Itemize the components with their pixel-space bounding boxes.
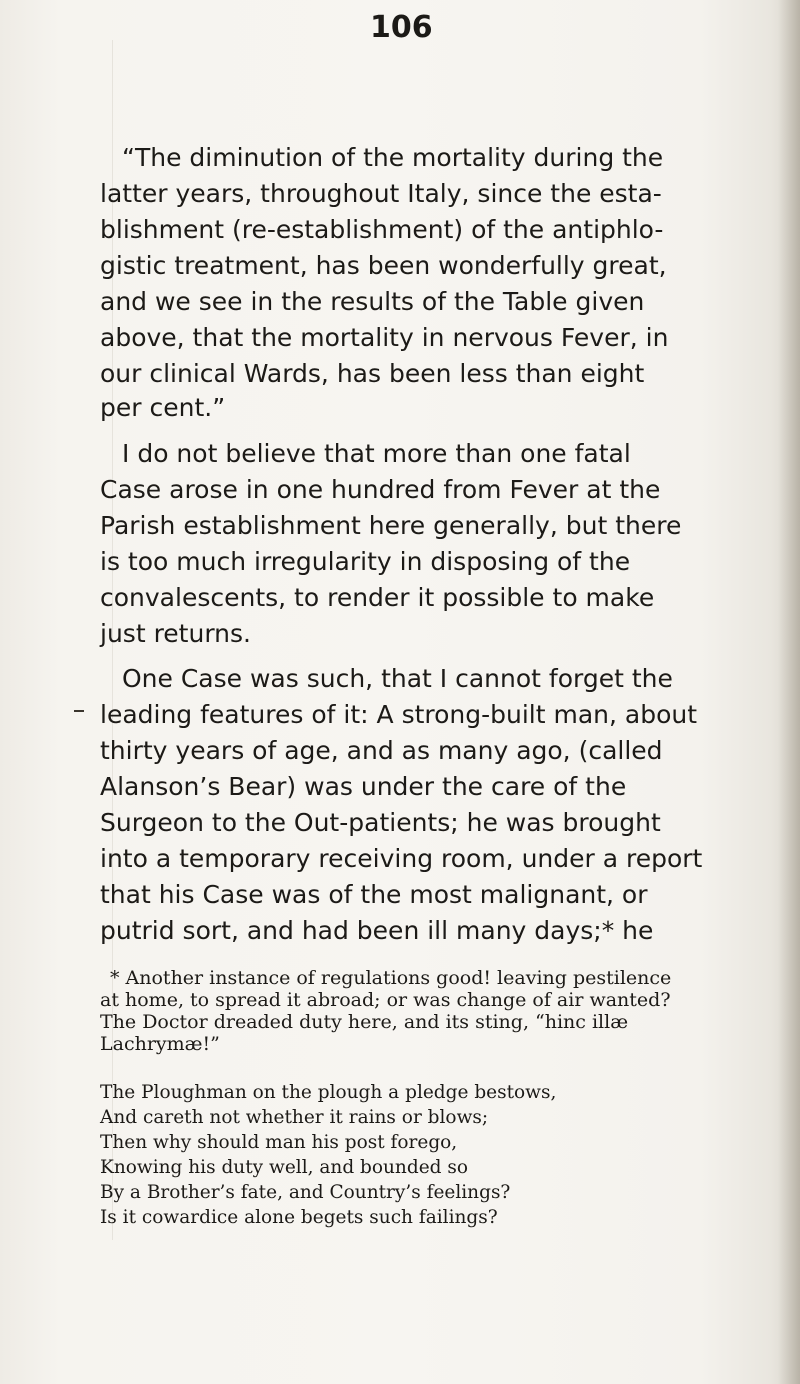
page-edge-shadow	[778, 0, 800, 1384]
footnote-line: at home, to spread it abroad; or was change of air wanted?	[100, 989, 671, 1011]
poem-line: Is it cowardice alone begets such failings?	[100, 1207, 498, 1228]
text-line: I do not believe that more than one fatal	[122, 439, 631, 468]
poem-line: By a Brother’s fate, and Country’s feelings?	[100, 1182, 511, 1203]
text-line: One Case was such, that I cannot forget the	[122, 664, 673, 693]
text-line: latter years, throughout Italy, since the esta-	[100, 179, 662, 208]
poem-line: Knowing his duty well, and bounded so	[100, 1157, 468, 1178]
poem-line: Then why should man his post forego,	[100, 1132, 458, 1153]
text-line: just returns.	[100, 619, 251, 648]
text-line: thirty years of age, and as many ago, (called	[100, 736, 663, 765]
text-line: Alanson’s Bear) was under the care of the	[100, 772, 627, 801]
margin-dash	[74, 710, 84, 712]
text-line: convalescents, to render it possible to make	[100, 583, 655, 612]
text-line: into a temporary receiving room, under a report	[100, 844, 703, 873]
text-line: leading features of it: A strong-built man, about	[100, 700, 698, 729]
page-number: 106	[370, 10, 433, 45]
text-line: blishment (re-establishment) of the antiphlo-	[100, 215, 664, 244]
poem-line: The Ploughman on the plough a pledge bestows,	[100, 1082, 557, 1103]
poem-line: And careth not whether it rains or blows;	[100, 1107, 489, 1128]
text-line: above, that the mortality in nervous Fever, in	[100, 323, 669, 352]
footnote-line: * Another instance of regulations good! leaving pestilence	[110, 967, 672, 989]
text-line: our clinical Wards, has been less than eight	[100, 359, 645, 388]
footnote-line: The Doctor dreaded duty here, and its sting, “hinc illæ	[100, 1011, 629, 1033]
text-line: and we see in the results of the Table given	[100, 287, 645, 316]
text-line: gistic treatment, has been wonderfully great,	[100, 251, 667, 280]
text-line: per cent.”	[100, 393, 226, 422]
text-line: Parish establishment here generally, but there	[100, 511, 682, 540]
text-line: is too much irregularity in disposing of the	[100, 547, 631, 576]
text-line: Surgeon to the Out-patients; he was brought	[100, 808, 661, 837]
text-line: Case arose in one hundred from Fever at the	[100, 475, 661, 504]
text-line: “The diminution of the mortality during the	[122, 143, 664, 172]
text-line: that his Case was of the most malignant, or	[100, 880, 648, 909]
text-line: putrid sort, and had been ill many days;* he	[100, 916, 654, 945]
footnote-line: Lachrymæ!”	[100, 1033, 220, 1055]
